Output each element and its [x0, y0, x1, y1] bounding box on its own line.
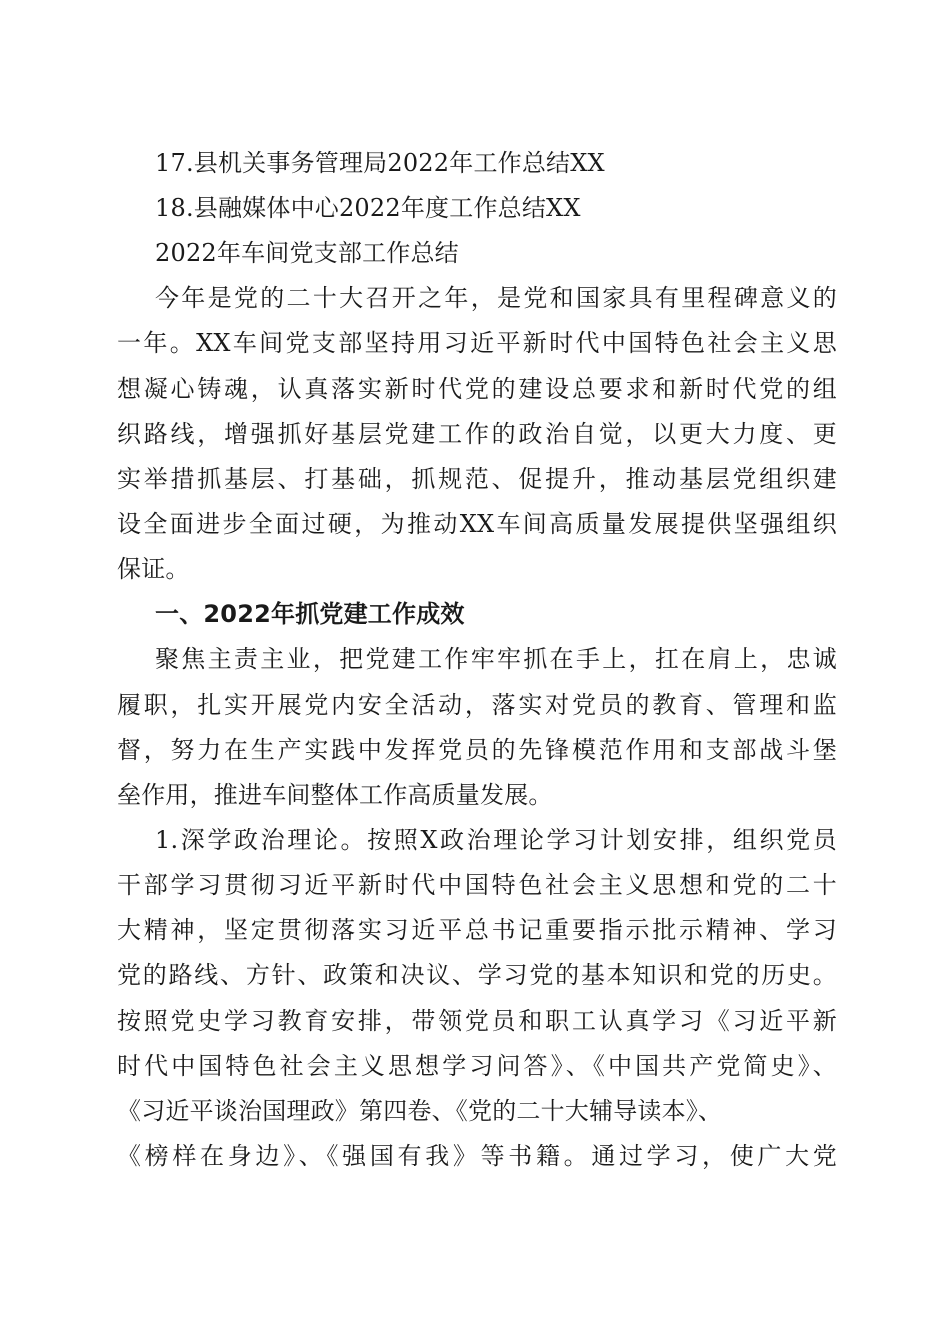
- intro-paragraph-line: 保证。: [117, 555, 190, 583]
- intro-paragraph-line: 今年是党的二十大召开之年，是党和国家具有里程碑意义的: [155, 284, 837, 312]
- intro-paragraph-line: 织路线，增强抓好基层党建工作的政治自觉，以更大力度、更: [117, 420, 837, 448]
- study-paragraph-line: 大精神，坚定贯彻落实习近平总书记重要指示批示精神、学习: [117, 916, 837, 944]
- intro-paragraph-line: 想凝心铸魂，认真落实新时代党的建设总要求和新时代党的组: [117, 375, 837, 403]
- study-paragraph-line: 干部学习贯彻习近平新时代中国特色社会主义思想和党的二十: [117, 871, 837, 899]
- section-paragraph-line: 垒作用，推进车间整体工作高质量发展。: [117, 781, 553, 809]
- section-paragraph-line: 聚焦主责主业，把党建工作牢牢抓在手上，扛在肩上，忠诚: [155, 645, 837, 673]
- list-item-17: 17.县机关事务管理局2022年工作总结XX: [155, 149, 605, 177]
- study-paragraph-line: 按照党史学习教育安排，带领党员和职工认真学习《习近平新: [117, 1007, 837, 1035]
- study-paragraph-line: 《习近平谈治国理政》第四卷、《党的二十大辅导读本》、: [117, 1097, 723, 1125]
- section-heading: 一、2022年抓党建工作成效: [155, 600, 465, 628]
- intro-paragraph-line: 设全面进步全面过硬，为推动XX车间高质量发展提供坚强组织: [117, 510, 837, 538]
- study-paragraph-line: 1.深学政治理论。按照X政治理论学习计划安排，组织党员: [155, 826, 837, 854]
- study-paragraph-line: 时代中国特色社会主义思想学习问答》、《中国共产党简史》、: [117, 1052, 837, 1080]
- intro-paragraph-line: 实举措抓基层、打基础，抓规范、促提升，推动基层党组织建: [117, 465, 837, 493]
- study-paragraph-line: 《榜样在身边》、《强国有我》等书籍。通过学习，使广大党: [117, 1142, 837, 1170]
- section-paragraph-line: 督，努力在生产实践中发挥党员的先锋模范作用和支部战斗堡: [117, 736, 837, 764]
- intro-paragraph-line: 一年。XX车间党支部坚持用习近平新时代中国特色社会主义思: [117, 329, 837, 357]
- section-paragraph-line: 履职，扎实开展党内安全活动，落实对党员的教育、管理和监: [117, 691, 837, 719]
- document-title: 2022年车间党支部工作总结: [155, 239, 459, 267]
- list-item-18: 18.县融媒体中心2022年度工作总结XX: [155, 194, 581, 222]
- study-paragraph-line: 党的路线、方针、政策和决议、学习党的基本知识和党的历史。: [117, 961, 837, 989]
